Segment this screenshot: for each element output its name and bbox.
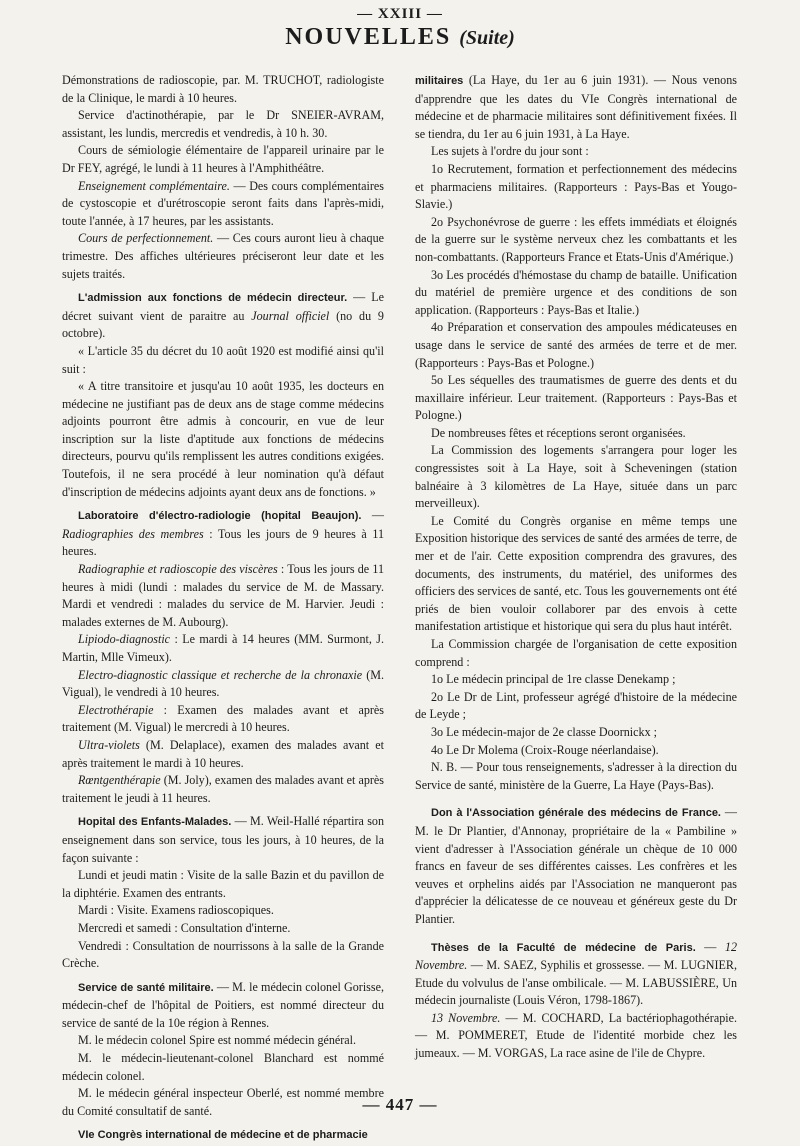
list-item: 2o Psychonévrose de guerre : les effets immédiats et éloignés de la guerre sur le système nerveux chez les combattants et les non-combattants. (Rapporteurs France et Etats-Unis d'Amérique.)	[415, 214, 737, 264]
section-title-suite: (Suite)	[459, 27, 515, 49]
paragraph-lead: Enseignement complémentaire.	[78, 178, 230, 193]
heading-text: Hopital des Enfants-Malades.	[78, 816, 232, 829]
paragraph: Service d'actinothérapie, par le Dr SNEIER-AVRAM, assistant, les lundis, mercredis et vendredis, à 10 h. 30.	[62, 108, 384, 140]
section-title	[0, 24, 800, 51]
news-item-heading: Thèses de la Faculté de médecine de Paris. — 12 Novembre. — M. SAEZ, Syphilis et grossesse. — M. LUGNIER, Etude du volvulus de l'anse ombilicale. — M. LABUSSIÈRE, Un médecin journaliste (Louis Véron, 1798-1867).	[415, 939, 737, 1008]
section-title-text: NOUVELLES	[285, 24, 452, 50]
news-item-heading: Hopital des Enfants-Malades. — M. Weil-Hallé répartira son enseignement dans son service, tous les jours, à 10 heures, de la façon suivante :	[62, 814, 384, 865]
paragraph: Lundi et jeudi matin : Visite de la salle Bazin et du pavillon de la diphtérie. Examen des entrants.	[62, 868, 384, 900]
list-item: 1o Le médecin principal de 1re classe Denekamp ;	[431, 672, 676, 687]
paragraph: La Commission des logements s'arrangera pour loger les congressistes soit à La Haye, soit à Scheveningen (station balnéaire à 3 kilomètres de La Haye, située dans un parc merveilleux).	[415, 443, 737, 511]
news-item-heading: Don à l'Association générale des médecins de France. — M. le Dr Plantier, d'Annonay, propriétaire de la « Pambiline » vient d'adresser à l'Association générale un chèque de 10 000 francs en faveur de ses différentes caisses. Les confrères et les veuves et orphelins aidés par l'Association ne manqueront pas d'apprécier la délicatesse de ce nouveau et généreux geste du Dr Plantier.	[415, 805, 737, 926]
paragraph: 13 Novembre. — M. COCHARD, La bactériophagothérapie. — M. POMMERET, Etude de l'identité morbide chez les jumeaux. — M. VORGAS, La race asine de l'ile de Chypre.	[415, 1010, 737, 1061]
right-column	[415, 72, 737, 1063]
paragraph: Mardi : Visite. Examens radioscopiques.	[78, 903, 274, 918]
list-item: 4o Le Dr Molema (Croix-Rouge néerlandaise).	[431, 742, 659, 757]
paragraph: M. le médecin général inspecteur Oberlé, est nommé membre du Comité consultatif de santé.	[62, 1086, 384, 1118]
paragraph	[62, 230, 384, 283]
heading-text: Laboratoire d'électro-radiologie (hopital Beaujon).	[78, 510, 362, 523]
paragraph: « L'article 35 du décret du 10 août 1920 est modifié ainsi qu'il suit :	[62, 343, 384, 376]
paragraph: De nombreuses fêtes et réceptions seront organisées.	[431, 425, 686, 440]
heading-text: VIe Congrès international de médecine et de pharmacie	[78, 1129, 368, 1142]
paragraph: Les sujets à l'ordre du jour sont :	[431, 144, 589, 159]
paragraph: Le Comité du Congrès organise en même temps une Exposition historique des services de santé des armées de terre, de mer et de l'air. Cette exposition comprendra des gravures, des documents, des instruments, du matériel, des uniformes des officiers des services de santé, etc. Tous les gouvernements ont été priés de bien vouloir collaborer par des envois à cette manifestation artistique et historique qui sera du plus haut intérêt.	[415, 513, 737, 634]
news-item-heading	[62, 1126, 384, 1145]
list-item: 4o Préparation et conservation des ampoules médicateuses en usage dans le service de santé des armées de terre et de mer. (Rapporteurs : Pays-Bas et Pologne.)	[415, 320, 737, 370]
paragraph: militaires (La Haye, du 1er au 6 juin 1931). — Nous venons d'apprendre que les dates du VIe Congrès international de médecine et de pharmacie militaires sont définitivement fixées. Il se tiendra, du 1er au 6 juin 1931, à La Haye.	[415, 73, 737, 141]
paragraph: M. le médecin colonel Spire est nommé médecin général.	[78, 1033, 357, 1048]
page-roman-numeral: — XXIII —	[357, 6, 443, 22]
paragraph: Electrothérapie : Examen des malades avant et après traitement (M. Vigual) le mercredi à 10 heures.	[62, 702, 384, 735]
paragraph: Ultra-violets (M. Delaplace), examen des malades avant et après traitement le mardi à 10 heures.	[62, 737, 384, 770]
heading-text: Service de santé militaire.	[78, 981, 214, 994]
news-item-heading: Service de santé militaire. — M. le médecin colonel Gorisse, médecin-chef de l'hôpital de Poitiers, est nommé directeur du service de santé de la 10e région à Rennes.	[62, 979, 384, 1030]
heading-text: L'admission aux fonctions de médecin directeur.	[78, 292, 348, 305]
paragraph: Vendredi : Consultation de nourrissons à la salle de la Grande Crèche.	[62, 938, 384, 971]
heading-text: militaires	[415, 75, 464, 87]
paragraph-lead: Cours de perfectionnement.	[78, 231, 214, 246]
paragraph: Démonstrations de radioscopie, par. M. TRUCHOT, radiologiste de la Clinique, le mardi à 10 heures.	[62, 73, 384, 105]
list-item: 5o Les séquelles des traumatismes de guerre des dents et du maxillaire inférieur. Leur traitement. (Rapporteurs : Pays-Bas et Pologne.)	[415, 373, 737, 423]
paragraph	[62, 178, 384, 231]
paragraph: Radiographie et radioscopie des viscères : Tous les jours de 11 heures à midi (lundi : malades du service de M. de Massary. Mardi et vendredi : malades du service de M. Harvier. Jeudi : malades externes de M. Aubourg).	[62, 562, 384, 629]
news-item-heading: Laboratoire d'électro-radiologie (hopital Beaujon). — Radiographies des membres : Tous les jours de 9 heures à 11 heures.	[62, 508, 385, 559]
paragraph: Rœntgenthérapie (M. Joly), examen des malades avant et après traitement le jeudi à 11 heures.	[62, 773, 384, 805]
heading-text: Don à l'Association générale des médecins de France.	[431, 807, 721, 820]
paragraph: N. B. — Pour tous renseignements, s'adresser à la direction du Service de santé, ministère de la Guerre, La Haye (Pays-Bas).	[415, 760, 737, 792]
paragraph-text: — Ces cours auront lieu à chaque trimestre. Des affiches ultérieures préciseront leur date et les sujets traités.	[62, 231, 384, 281]
paragraph-text: — Des cours complémentaires de cystoscopie et d'urétroscopie seront faits dans l'après-midi, toute l'année, à 17 heures, par les assistants.	[62, 178, 384, 228]
paragraph: Lipiodo-diagnostic : Le mardi à 14 heures (MM. Surmont, J. Martin, Mlle Vimeux).	[62, 632, 384, 664]
left-column	[62, 72, 384, 1145]
paragraph: Electro-diagnostic classique et recherche de la chronaxie (M. Vigual), le vendredi à 10 heures.	[62, 667, 384, 700]
list-item: 1o Recrutement, formation et perfectionnement des médecins et pharmaciens militaires. (Rapporteurs : Pays-Bas et Yougo-Slavie.)	[415, 161, 737, 212]
list-item: 2o Le Dr de Lint, professeur agrégé d'histoire de la médecine de Leyde ;	[415, 689, 737, 722]
heading-text: Thèses de la Faculté de médecine de Paris.	[431, 941, 696, 954]
news-item-heading: L'admission aux fonctions de médecin directeur. — Le décret suivant vient de paraitre au Journal officiel (no du 9 octobre).	[62, 290, 384, 341]
paragraph: M. le médecin-lieutenant-colonel Blanchard est nommé médecin colonel.	[62, 1051, 384, 1083]
paragraph: « A titre transitoire et jusqu'au 10 août 1935, les docteurs en médecine ne justifiant pas de deux ans de stage comme médecins adjoints pourront être admis à concourir, en vue de leur inscription sur la liste d'aptitude aux fonctions de médecins directeurs, pourvu qu'ils remplissent les autres conditions exigées. Toutefois, il ne sera procédé à leur nomination qu'à défaut d'inscription de médecins adjoints ayant deux ans de fonctions. »	[62, 379, 384, 499]
page-number: — 447 —	[362, 1095, 438, 1114]
paragraph: La Commission chargée de l'organisation de cette exposition comprend :	[415, 637, 737, 669]
list-item: 3o Les procédés d'hémostase du champ de bataille. Unification du matériel de première urgence et des conditions de son application. (Rapporteurs : Pays-Bas et Italie.)	[415, 267, 737, 317]
paragraph: Mercredi et samedi : Consultation d'interne.	[78, 920, 291, 935]
list-item: 3o Le médecin-major de 2e classe Doornickx ;	[431, 724, 658, 739]
paragraph: Cours de sémiologie élémentaire de l'appareil urinaire par le Dr FEY, agrégé, le lundi à 11 heures à l'Amphithéâtre.	[62, 143, 384, 175]
